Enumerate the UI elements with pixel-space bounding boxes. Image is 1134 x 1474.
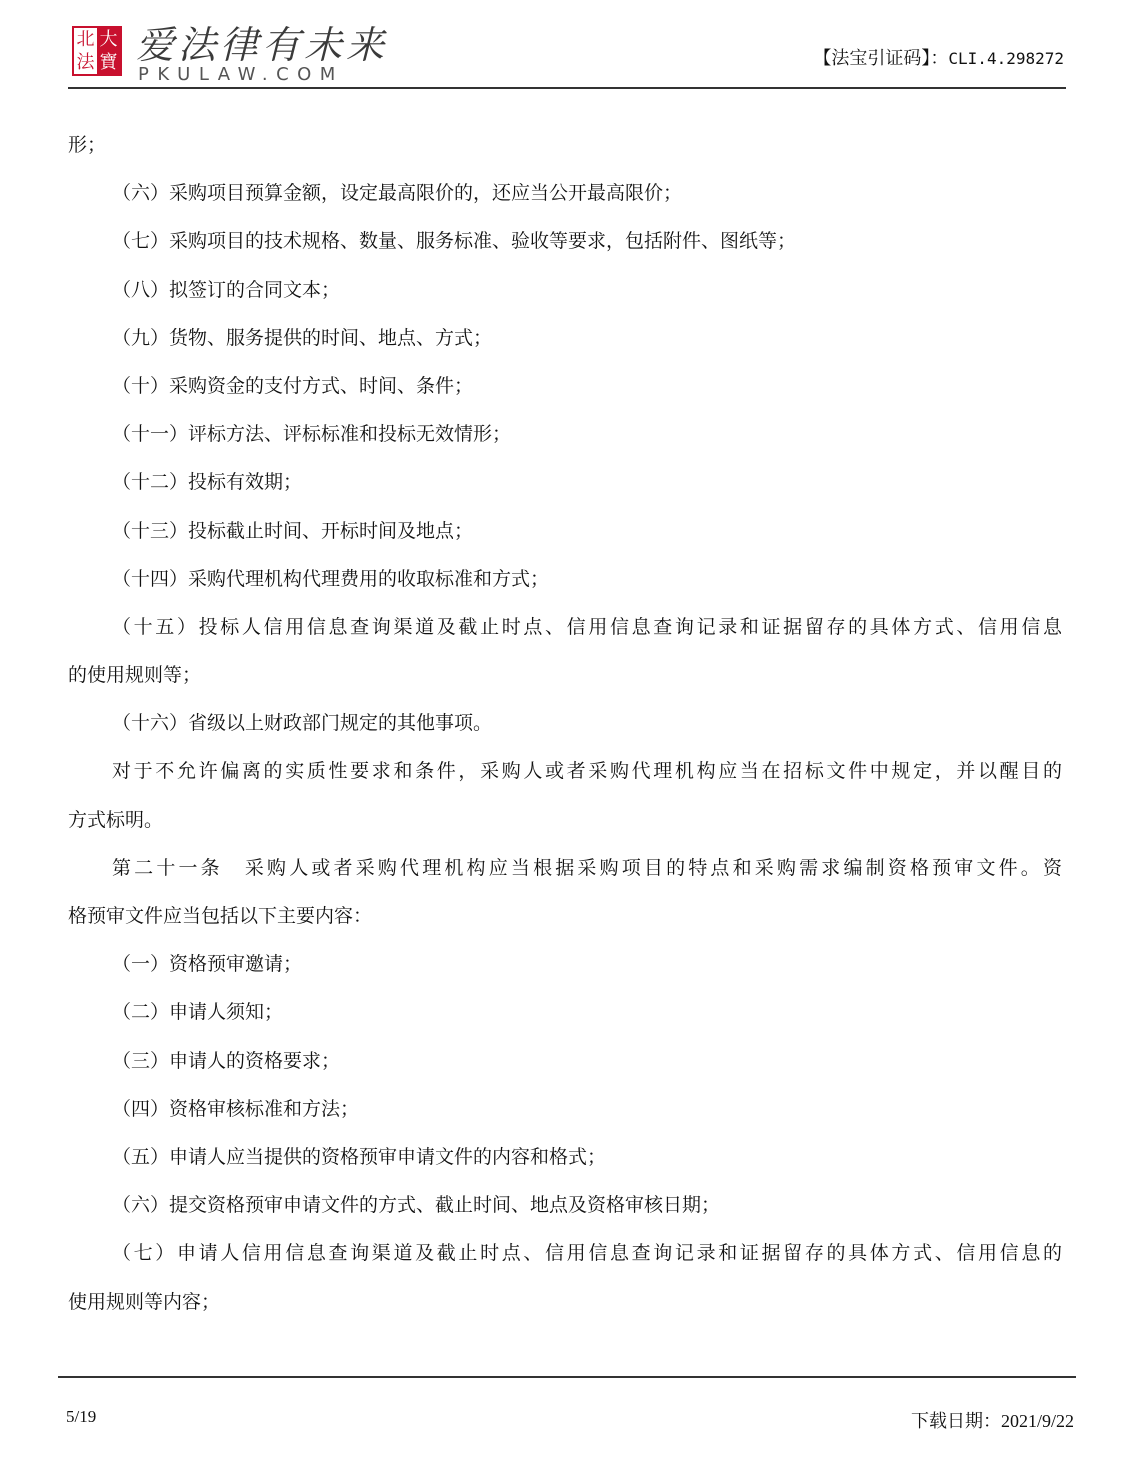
pkulaw-seal-logo [72, 26, 122, 76]
line-text: （七）采购项目的技术规格、数量、服务标准、验收等要求，包括附件、图纸等； [112, 230, 797, 253]
line-text: 采购人或者采购代理机构应当根据采购项目的特点和采购需求编制资格预审文件。资 [244, 856, 1062, 879]
line-text: （五）申请人应当提供的资格预审申请文件的内容和格式； [112, 1145, 607, 1168]
text-line [68, 1085, 1062, 1133]
text-line [68, 1181, 1062, 1229]
text-line [68, 217, 1062, 265]
header-divider [68, 87, 1066, 89]
text-line [68, 169, 1062, 217]
text-line [68, 507, 1062, 555]
text-line [68, 892, 1062, 940]
footer-divider [58, 1376, 1076, 1378]
text-line [68, 844, 1062, 892]
line-text: （十二）投标有效期； [112, 471, 303, 494]
page-header [68, 22, 1066, 88]
text-line [68, 1133, 1062, 1181]
download-date [911, 1407, 1074, 1433]
text-line [68, 747, 1062, 795]
line-text: （二）申请人须知； [112, 1001, 284, 1024]
line-text: （四）资格审核标准和方法； [112, 1097, 360, 1120]
line-text: 使用规则等内容； [68, 1290, 221, 1313]
line-text: （六）提交资格预审申请文件的方式、截止时间、地点及资格审核日期； [112, 1194, 721, 1217]
text-line [68, 362, 1062, 410]
text-line [68, 796, 1062, 844]
line-text: 的使用规则等； [68, 664, 202, 687]
line-text: （六）采购项目预算金额，设定最高限价的，还应当公开最高限价； [112, 182, 683, 205]
line-text: （十一）评标方法、评标标准和投标无效情形； [112, 423, 512, 446]
citation-value: CLI.4.298272 [948, 49, 1064, 68]
seal-char: 法 [76, 51, 95, 73]
line-text: （十五）投标人信用信息查询渠道及截止时点、信用信息查询记录和证据留存的具体方式、信用信息 [112, 615, 1062, 638]
line-text: （十六）省级以上财政部门规定的其他事项。 [112, 712, 493, 735]
line-text: （十）采购资金的支付方式、时间、条件； [112, 374, 474, 397]
text-line [68, 651, 1062, 699]
line-text: （七）申请人信用信息查询渠道及截止时点、信用信息查询记录和证据留存的具体方式、信用信息的 [112, 1242, 1062, 1265]
line-text: 对于不允许偏离的实质性要求和条件，采购人或者采购代理机构应当在招标文件中规定，并以醒目的 [112, 760, 1062, 783]
line-text: 形； [68, 134, 107, 156]
line-text: 方式标明。 [68, 808, 164, 831]
line-text: （一）资格预审邀请； [112, 953, 303, 976]
line-text: （八）拟签订的合同文本； [112, 278, 341, 301]
text-line [68, 988, 1062, 1036]
download-label: 下载日期： [910, 1411, 1001, 1432]
text-line [68, 410, 1062, 458]
brand-slogan: 爱法律有未来 [136, 23, 389, 67]
citation-label: 【法宝引证码】： [813, 48, 949, 69]
text-line [68, 1037, 1062, 1085]
seal-char: 北 [76, 28, 95, 50]
brand-domain: PKULAW.COM [138, 64, 344, 85]
line-text: 格预审文件应当包括以下主要内容： [68, 905, 373, 927]
text-line [68, 1278, 1062, 1326]
line-text: （三）申请人的资格要求； [112, 1049, 341, 1072]
text-line [68, 266, 1062, 314]
line-text: （十三）投标截止时间、开标时间及地点； [112, 519, 474, 542]
seal-char: 寶 [97, 51, 120, 74]
seal-char: 大 [97, 28, 120, 51]
text-line [68, 940, 1062, 988]
text-line [68, 1229, 1062, 1277]
text-line [68, 555, 1062, 603]
text-line [68, 314, 1062, 362]
text-line [68, 458, 1062, 506]
text-line [68, 121, 1062, 169]
download-date-value: 2021/9/22 [1000, 1411, 1074, 1431]
article-number: 第二十一条 [112, 856, 223, 879]
line-text: （九）货物、服务提供的时间、地点、方式； [112, 326, 493, 349]
citation-code [813, 44, 1064, 70]
page-number: 5/19 [66, 1407, 97, 1426]
text-line [68, 699, 1062, 747]
text-line [68, 603, 1062, 651]
line-text: （十四）采购代理机构代理费用的收取标准和方式； [112, 567, 550, 590]
document-body [68, 121, 1062, 1326]
